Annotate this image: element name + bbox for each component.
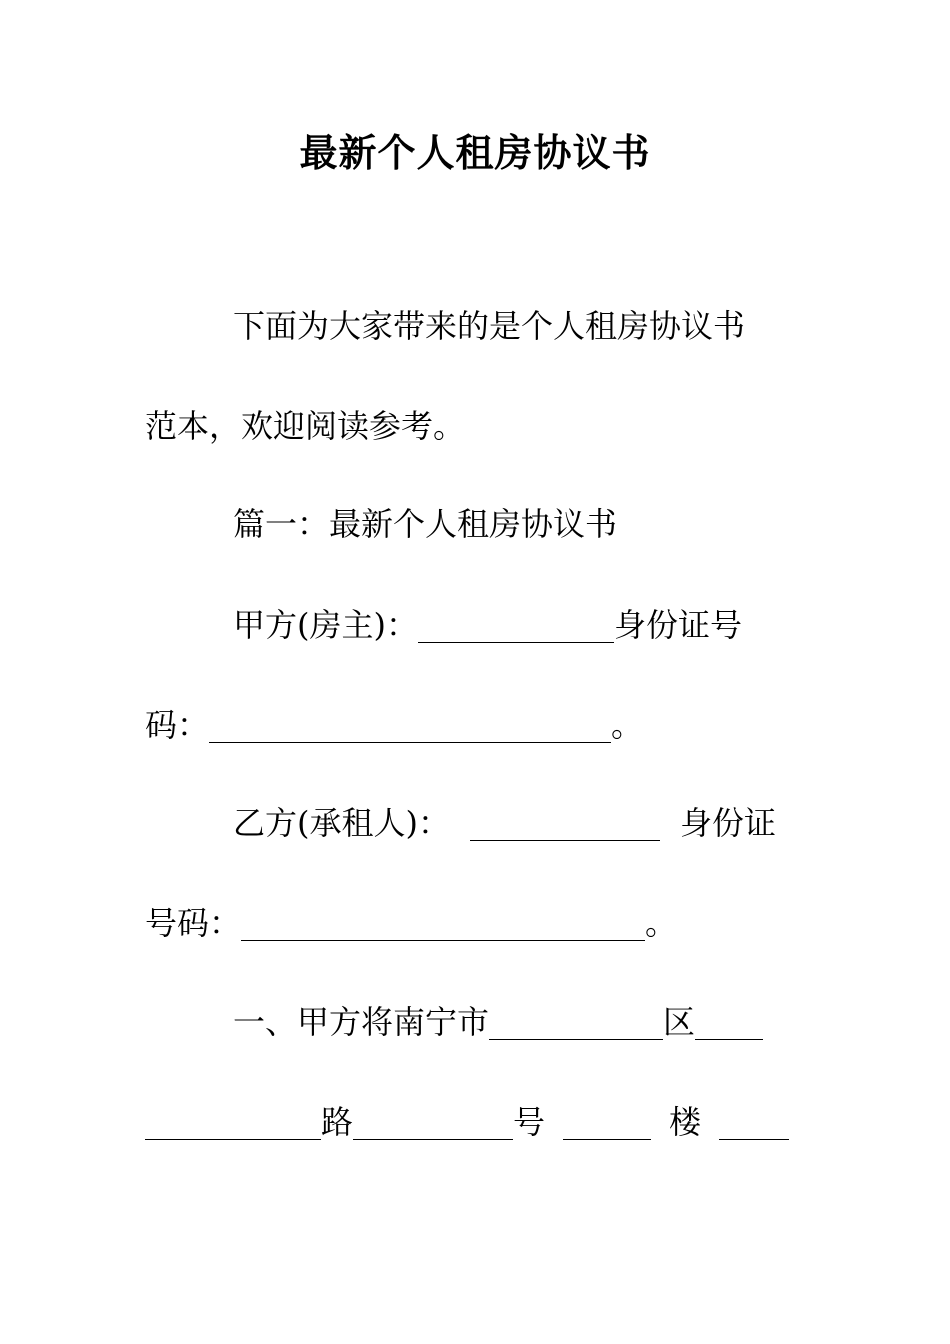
- section-heading-text: 篇一：最新个人租房协议书: [233, 505, 618, 543]
- road-blank: [353, 1105, 513, 1140]
- road-label: 路: [321, 1103, 354, 1141]
- party-b-id-blank: [241, 906, 645, 941]
- building-label: 楼: [669, 1103, 702, 1141]
- number-blank: [563, 1105, 651, 1140]
- district-blank: [695, 1005, 763, 1040]
- party-a-id-label: 身份证号: [613, 606, 742, 644]
- party-a-id-blank: [209, 708, 611, 743]
- intro-text-1: 下面为大家带来的是个人租房协议书: [233, 307, 746, 345]
- clause-1-line-1: [145, 1000, 795, 1044]
- party-a-id-label-cont: 码：: [145, 706, 210, 744]
- party-a-label: 甲方(房主)：: [233, 606, 418, 644]
- party-b-end-mark: 。: [645, 904, 678, 942]
- party-b-id-label: 身份证: [679, 804, 776, 842]
- building-blank: [719, 1105, 789, 1140]
- party-b-id-label-cont: 号码：: [145, 904, 242, 942]
- district-blank-cont: [145, 1105, 321, 1140]
- party-b-id-line: [145, 901, 795, 945]
- party-a-id-line: [145, 703, 795, 747]
- number-label: 号: [513, 1103, 546, 1141]
- clause-1-line-2: [145, 1100, 795, 1144]
- district-label: 区: [663, 1003, 696, 1041]
- section-heading: [145, 502, 795, 546]
- party-a-end-mark: 。: [611, 706, 644, 744]
- city-blank: [489, 1005, 663, 1040]
- party-a-line: [145, 603, 795, 647]
- party-b-line: [145, 801, 795, 845]
- party-b-name-blank: [470, 806, 660, 841]
- clause-1-prefix: 一、甲方将南宁市: [233, 1003, 490, 1041]
- party-b-label: 乙方(承租人)：: [233, 804, 450, 842]
- intro-text-2: 范本，欢迎阅读参考。: [145, 407, 466, 445]
- party-a-name-blank: [418, 608, 614, 643]
- document-title: 最新个人租房协议书: [299, 130, 651, 175]
- intro-line-1: [145, 304, 795, 348]
- intro-line-2: [145, 404, 795, 448]
